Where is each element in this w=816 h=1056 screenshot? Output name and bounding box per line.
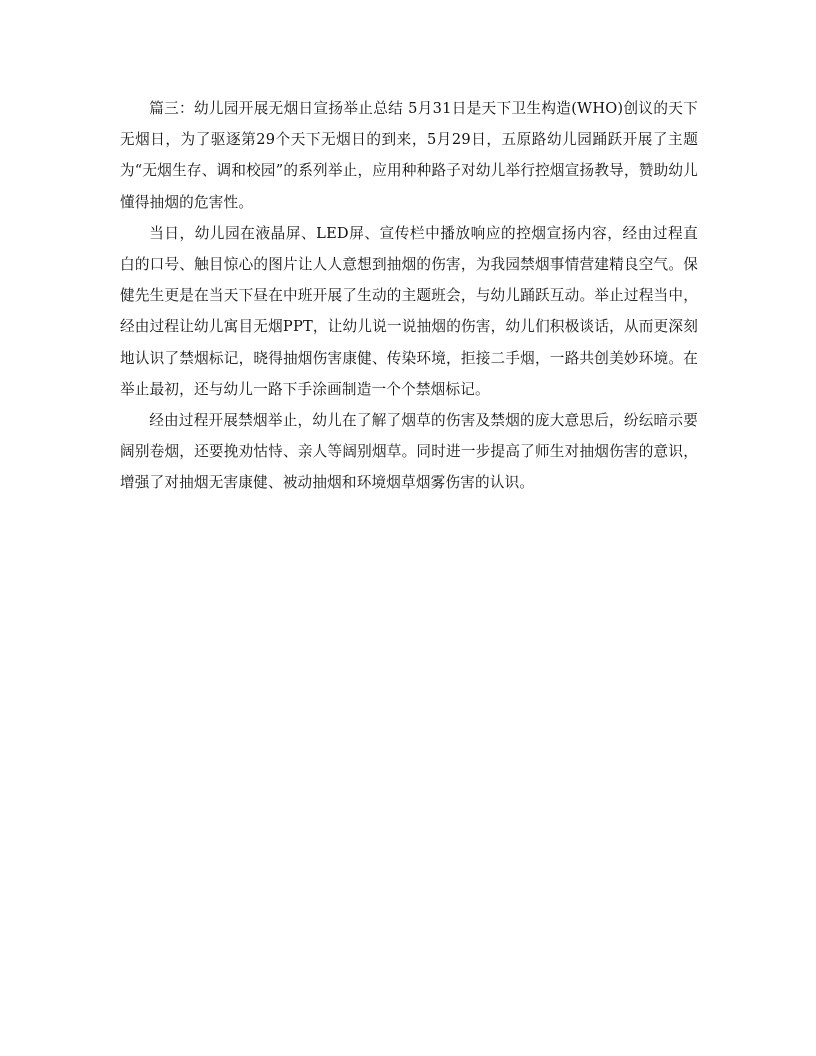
paragraph-3: 经由过程开展禁烟举止，幼儿在了解了烟草的伤害及禁烟的庞大意思后，纷纭暗示要阔别卷烟，还要挽劝怙恃、亲人等阔别烟草。同时进一步提高了师生对抽烟伤害的意识，增强了对抽烟无害康健、被动抽烟和环境烟草烟雾伤害的认识。 [120,412,698,492]
paragraph-2: 当日，幼儿园在液晶屏、LED屏、宣传栏中播放响应的控烟宣扬内容，经由过程直白的口号、触目惊心的图片让人人意想到抽烟的伤害，为我园禁烟事情营建精良空气。保健先生更是在当天下昼在中班开展了生动的主题班会，与幼儿踊跃互动。举止过程当中，经由过程让幼儿寓目无烟PPT，让幼儿说一说抽烟的伤害，幼儿们积极谈话，从而更深刻地认识了禁烟标记，晓得抽烟伤害康健、传染环境，拒接二手烟，一路共创美妙环境。在举止最初，还与幼儿一路下手涂画制造一个个禁烟标记。 [120,224,698,398]
document-body [120,93,698,499]
paragraph-1: 篇三：幼儿园开展无烟日宣扬举止总结 5月31日是天下卫生构造(WHO)创议的天下无烟日，为了驱逐第29个天下无烟日的到来，5月29日，五原路幼儿园踊跃开展了主题为“无烟生存、调和校园”的系列举止，应用种种路子对幼儿举行控烟宣扬教导，赞助幼儿懂得抽烟的危害性。 [120,100,698,211]
